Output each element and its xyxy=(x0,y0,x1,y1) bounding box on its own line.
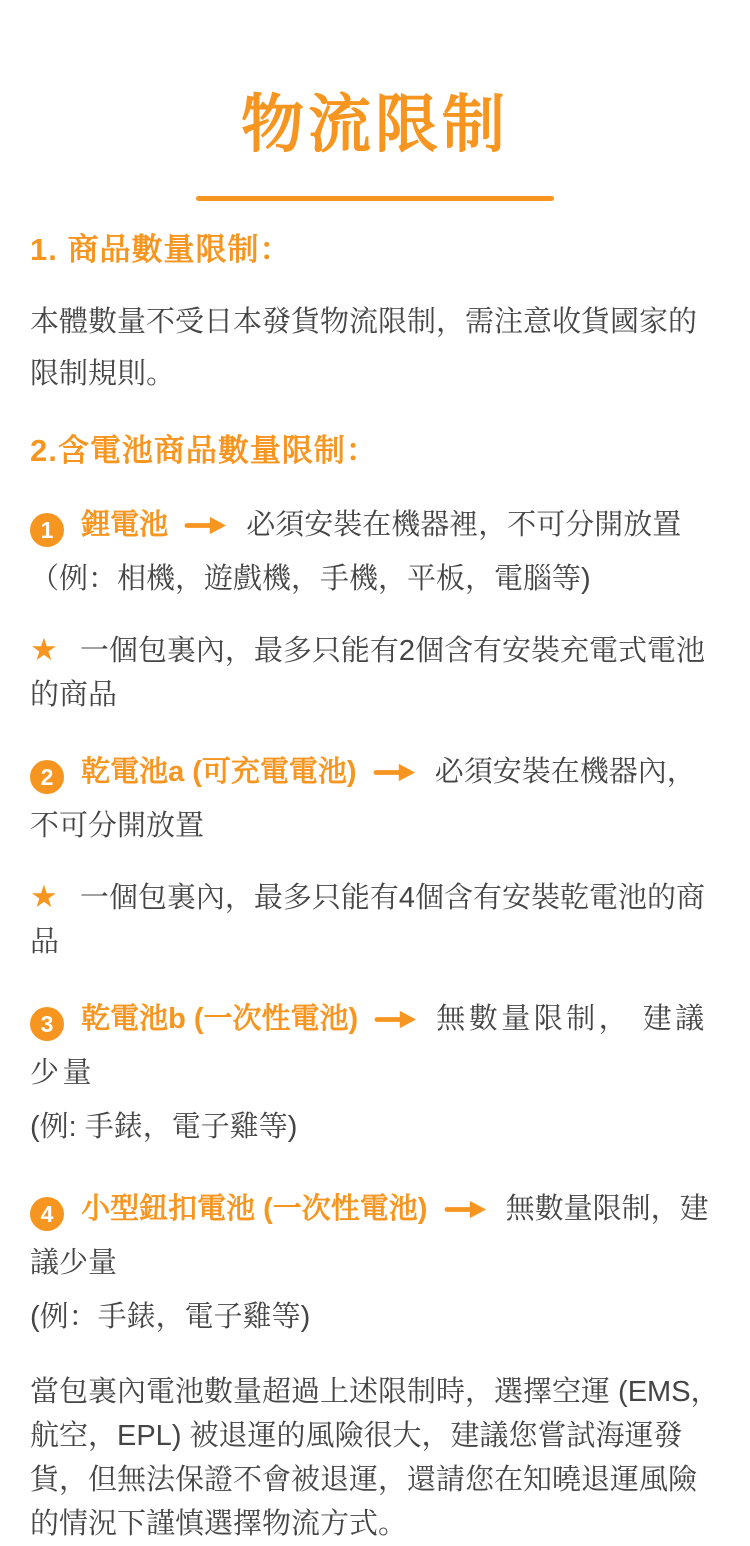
battery-rule-4-text: 無數量限制，建議少量 xyxy=(30,1192,709,1279)
star-icon: ★ xyxy=(30,878,58,914)
arrow-icon xyxy=(184,515,228,536)
arrow-icon xyxy=(373,762,417,783)
section-1-heading: 1. 商品數量限制： xyxy=(30,232,292,268)
battery-rule-4-label: 小型鈕扣電池 (一次性電池) xyxy=(81,1192,428,1225)
package-limit-note-1 xyxy=(30,628,720,717)
battery-rule-3-text: 無數量限制， 建議少量 xyxy=(30,1002,708,1089)
star-icon: ★ xyxy=(30,631,58,667)
package-limit-note-1-text: 一個包裏內，最多只能有2個含有安裝充電式電池的商品 xyxy=(30,634,705,711)
arrow-icon xyxy=(374,1009,418,1030)
battery-rule-2-label: 乾電池a (可充電電池) xyxy=(81,755,357,788)
battery-rule-2 xyxy=(30,745,720,853)
section-2-heading: 2.含電池商品數量限制： xyxy=(30,433,378,469)
section-1-body: 本體數量不受日本發貨物流限制，需注意收貨國家的限制規則。 xyxy=(30,306,698,391)
battery-rule-2-text: 必須安裝在機器內，不可分開放置 xyxy=(30,755,696,842)
shipping-risk-note: 當包裏內電池數量超過上述限制時，選擇空運 (EMS，航空，EPL) 被退運的風險很大，建議您嘗試海運發貨，但無法保證不會被退運，還請您在知曉退運風險的情況下謹慎選擇物流方式。 xyxy=(30,1375,720,1540)
title-underline xyxy=(196,196,554,201)
battery-rule-3 xyxy=(30,992,720,1154)
circled-2-icon: 2 xyxy=(30,760,64,794)
package-limit-note-2-text: 一個包裏內，最多只能有4個含有安裝乾電池的商品 xyxy=(30,881,705,958)
circled-1-icon: 1 xyxy=(30,513,64,547)
circled-3-icon: 3 xyxy=(30,1007,64,1041)
page-title: 物流限制 xyxy=(241,90,509,160)
battery-rule-1-label: 鋰電池 xyxy=(81,508,169,541)
battery-rule-3-label: 乾電池b (一次性電池) xyxy=(81,1002,359,1035)
battery-rule-3-example: (例: 手錶，電子雞等) xyxy=(30,1110,298,1143)
battery-rule-4-example: (例：手錶，電子雞等) xyxy=(30,1300,311,1333)
arrow-icon xyxy=(444,1199,488,1220)
battery-rule-4 xyxy=(30,1182,720,1344)
circled-4-icon: 4 xyxy=(30,1197,64,1231)
battery-rule-1 xyxy=(30,498,720,606)
package-limit-note-2 xyxy=(30,875,720,964)
battery-rule-1-text: 必須安裝在機器裡，不可分開放置（例：相機，遊戲機，手機，平板，電腦等) xyxy=(30,508,682,595)
